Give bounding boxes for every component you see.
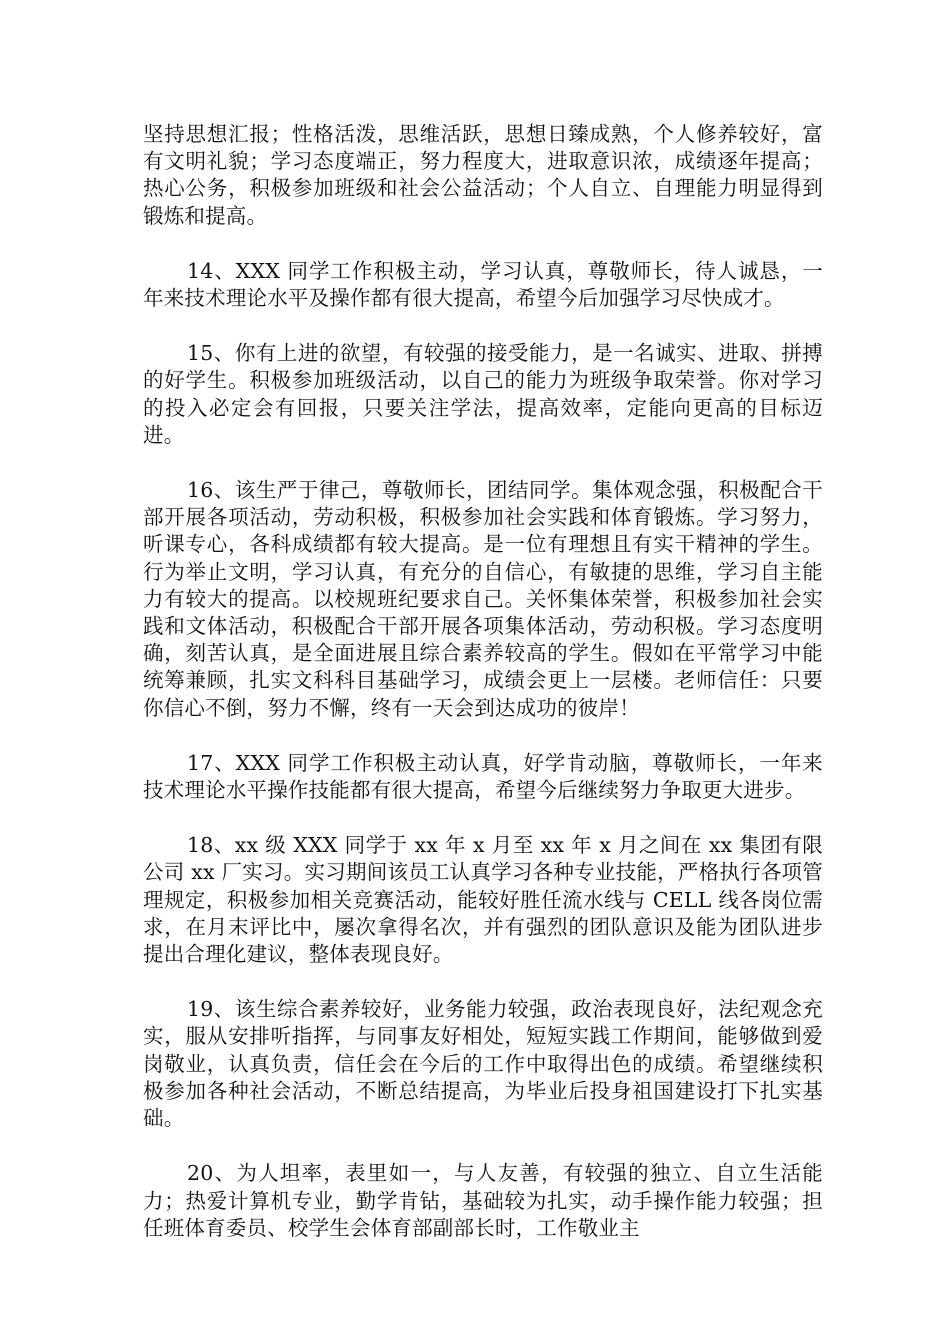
paragraph-14: 14、XXX 同学工作积极主动，学习认真，尊敬师长，待人诚恳，一年来技术理论水平及操作都有很大提高，希望今后加强学习尽快成才。: [143, 258, 823, 311]
document-body: [143, 121, 823, 1270]
paragraph-15: 15、你有上进的欲望，有较强的接受能力，是一名诚实、进取、拼搏的好学生。积极参加班级活动，以自己的能力为班级争取荣誉。你对学习的投入必定会有回报，只要关注学法，提高效率，定能向更高的目标迈进。: [143, 341, 823, 447]
paragraph-20: 20、为人坦率，表里如一，与人友善，有较强的独立、自立生活能力；热爱计算机专业，勤学肯钻，基础较为扎实，动手操作能力较强；担任班体育委员、校学生会体育部副部长时，工作敬业主: [143, 1161, 823, 1240]
paragraph-18: 18、xx 级 XXX 同学于 xx 年 x 月至 xx 年 x 月之间在 xx 集团有限公司 xx 厂实习。实习期间该员工认真学习各种专业技能，严格执行各项管理规定，积极参加相关竞赛活动，能较好胜任流水线与 CELL 线各岗位需求，在月末评比中，屡次拿得名次，并有强烈的团队意识及能为团队进步提出合理化建议，整体表现良好。: [143, 833, 823, 967]
paragraph-continued: 坚持思想汇报；性格活泼，思维活跃，思想日臻成熟，个人修养较好，富有文明礼貌；学习态度端正，努力程度大，进取意识浓，成绩逐年提高；热心公务，积极参加班级和社会公益活动；个人自立、自理能力明显得到锻炼和提高。: [143, 122, 823, 228]
paragraph-19: 19、该生综合素养较好，业务能力较强，政治表现良好，法纪观念充实，服从安排听指挥，与同事友好相处，短短实践工作期间，能够做到爱岗敬业，认真负责，信任会在今后的工作中取得出色的成绩。希望继续积极参加各种社会活动，不断总结提高，为毕业后投身祖国建设打下扎实基础。: [143, 997, 823, 1131]
paragraph-17: 17、XXX 同学工作积极主动认真，好学肯动脑，尊敬师长，一年来技术理论水平操作技能都有很大提高，希望今后继续努力争取更大进步。: [143, 750, 823, 803]
paragraph-16: 16、该生严于律己，尊敬师长，团结同学。集体观念强，积极配合干部开展各项活动，劳动积极，积极参加社会实践和体育锻炼。学习努力，听课专心，各科成绩都有较大提高。是一位有理想且有实干精神的学生。行为举止文明，学习认真，有充分的自信心，有敏捷的思维，学习自主能力有较大的提高。以校规班纪要求自己。关怀集体荣誉，积极参加社会实践和文体活动，积极配合干部开展各项集体活动，劳动积极。学习态度明确，刻苦认真，是全面进展且综合素养较高的学生。假如在平常学习中能统筹兼顾，扎实文科科目基础学习，成绩会更上一层楼。老师信任：只要你信心不倒，努力不懈，终有一天会到达成功的彼岸！: [143, 478, 823, 720]
